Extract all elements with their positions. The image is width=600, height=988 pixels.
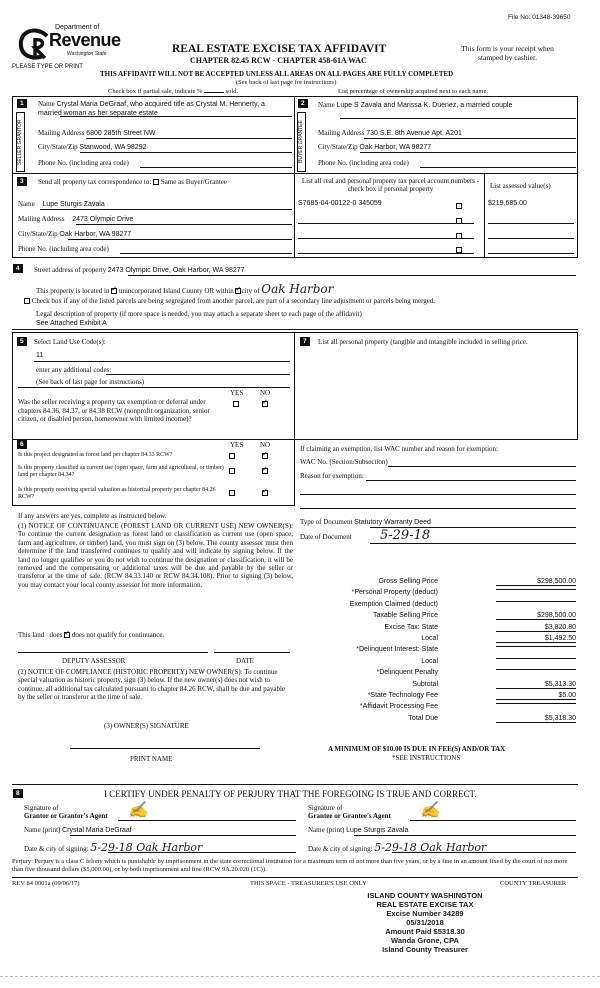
same-as-buyer-checkbox[interactable] — [153, 179, 159, 185]
tax-row — [300, 624, 578, 635]
s6-yes: YES — [230, 441, 244, 449]
print-name-line[interactable] — [70, 748, 260, 749]
assessed-value[interactable]: $219,685.00 — [488, 200, 527, 207]
city-handwritten[interactable]: Oak Harbor — [261, 282, 334, 296]
file-number: File No: 01348-39650 — [508, 14, 571, 21]
s1-name-label: Name — [38, 100, 55, 108]
type-or-print: PLEASE TYPE OR PRINT — [12, 64, 83, 70]
minimum-fee-note: A MINIMUM OF $10.00 IS DUE IN FEE(S) AND/OR TAX — [328, 745, 506, 753]
s2-phone-label: Phone No. (including area code) — [318, 159, 409, 167]
tax-row-label: *Delinquent Penalty — [376, 669, 438, 677]
exemption-question: Was the seller receiving a property tax exemption or deferral under chapters 84.36, 84.37, or 84.38 RCW (nonprofit organization, senior citizen, or disabled person, homeowner with limited income)? — [18, 398, 210, 423]
does-label: does — [49, 631, 63, 639]
logo-state: Washington State — [67, 51, 107, 57]
tax-row — [300, 692, 578, 703]
section-8-number: 8 — [13, 789, 23, 798]
grantor-signature[interactable]: ✍ — [128, 800, 148, 819]
tax-row — [300, 669, 578, 680]
historic-no-checkbox[interactable] — [262, 490, 268, 496]
notice-of-compliance: (2) NOTICE OF COMPLIANCE (HISTORIC PROPERTY) NEW OWNER(S): To continue special valuation as historic property, sign (3) below. If the new owner(s) does not wish to continue, all additional tax calculated pursuant to chapter 84.26 RCW, shall be due and payable by the seller or transferor at the time of sale. — [18, 668, 286, 702]
tax-row — [300, 612, 578, 623]
tax-row-label: *Affidavit Processing Fee — [359, 703, 438, 711]
city-of-label: city of — [241, 287, 260, 295]
forest-no-checkbox[interactable] — [262, 453, 268, 459]
tax-row-value[interactable] — [496, 658, 576, 659]
grantee-date-city-label: Date & city of signing: — [308, 845, 373, 853]
grantor-date-city-label: Date & city of signing: — [24, 845, 89, 853]
correspondence-phone[interactable] — [120, 253, 292, 254]
not-accepted: THIS AFFIDAVIT WILL NOT BE ACCEPTED UNLESS ALL AREAS ON ALL PAGES ARE FULLY COMPLETED — [100, 70, 454, 78]
deputy-date-line[interactable] — [214, 652, 290, 653]
page-bottom-edge — [0, 976, 600, 977]
unincorporated-checkbox[interactable] — [111, 288, 117, 294]
grantee-date-city[interactable]: 5-29-18 Oak Harbor — [374, 841, 487, 854]
s3-city-label: City/State/Zip — [18, 230, 58, 238]
current-use-yes-checkbox[interactable] — [229, 468, 235, 474]
tax-row — [300, 578, 578, 589]
section-4-number: 4 — [13, 264, 23, 273]
deputy-assessor-label: DEPUTY ASSESSOR — [62, 657, 126, 665]
s3-phone-label: Phone No. (including area code) — [18, 245, 109, 253]
land-use-label: Select Land Use Code(s): — [34, 338, 106, 346]
grantee-agent-label: Grantee or Grantee's Agent — [308, 812, 391, 820]
forest-yes-checkbox[interactable] — [229, 453, 235, 459]
s1-mail-label: Mailing Address — [38, 129, 85, 137]
see-back: (See back of last page for instructions) — [236, 79, 337, 86]
s1-phone-label: Phone No. (including area code) — [38, 159, 129, 167]
section-6-number: 6 — [17, 440, 27, 449]
deputy-date-label: DATE — [236, 657, 254, 665]
perjury-statement: Perjury: Perjury is a class C felony which is punishable by imprisonment in the state correctional institution for a maximum term of not more than five years, or by a fine in an amount fixed by the court of not more than five thousand dollars ($5,000.00), or by both imprisonment and fine (RCW 9A.20.020 (1C)). — [12, 858, 568, 873]
tax-row-value[interactable]: $3,820.80 — [496, 624, 576, 632]
section-7-box — [295, 332, 578, 440]
tax-row-label: Local — [421, 635, 438, 642]
tax-row-label: *Personal Property (deduct) — [351, 589, 438, 597]
grantor-date-city[interactable]: 5-29-18 Oak Harbor — [90, 841, 203, 854]
s2-mail-label: Mailing Address — [318, 129, 365, 137]
treasurer-stamp — [360, 891, 490, 954]
tax-row-label: Gross Selling Price — [378, 578, 438, 585]
doc-type-label: Type of Document — [300, 518, 353, 526]
parcels-header: List all real and personal property tax parcel account numbers - check box if personal property — [301, 177, 480, 193]
reason-label: Reason for exemption: — [300, 472, 364, 480]
form-subtitle: CHAPTER 82.45 RCW - CHAPTER 458-61A WAC — [190, 56, 367, 65]
segregated-checkbox[interactable] — [24, 298, 30, 304]
correspondence-mailing[interactable]: 2473 Olympic Drive — [72, 216, 134, 223]
partial-sale-label: Check box if partial sale, indicate % — [108, 88, 203, 95]
within-city-checkbox[interactable] — [235, 288, 241, 294]
s5-see-back: (See back of last page for instructions) — [36, 378, 145, 386]
stamp-line-1: ISLAND COUNTY WASHINGTON — [367, 891, 483, 900]
tax-row-value[interactable] — [496, 703, 576, 704]
deputy-signature-line[interactable] — [18, 652, 208, 653]
legal-label: Legal description of property (if more space is needed, you may attach a separate sheet to each page of the affidavit) — [36, 310, 362, 318]
s5-no: NO — [260, 389, 271, 397]
property-street-address[interactable]: 2473 Olympic Drive, Oak Harbor, WA 98277 — [107, 267, 245, 274]
partial-pct-field[interactable] — [204, 92, 224, 93]
wac-field[interactable] — [388, 466, 576, 467]
revenue-r-logo-icon — [17, 28, 53, 62]
owner-signature-label: (3) OWNER(S) SIGNATURE — [104, 722, 189, 730]
historic-yes-checkbox[interactable] — [229, 490, 235, 496]
wac-label: WAC No. (Section/Subsection) — [300, 458, 388, 466]
grantee-name[interactable]: Lupe S Zavala and Marissa K. Duenez, a married couple — [336, 102, 513, 109]
tax-row-value[interactable] — [496, 646, 576, 647]
doc-date[interactable]: 5-29-18 — [380, 528, 431, 543]
land-use-code[interactable]: 11 — [36, 352, 44, 359]
legal-description[interactable]: See Attached Exhibit A — [36, 320, 107, 327]
stamp-line-3: Excise Number 34289 — [386, 909, 464, 918]
exemption-no-checkbox[interactable] — [262, 401, 268, 407]
claim-exemption-label: If claiming an exemption, list WAC number and reason for exemption: — [300, 445, 498, 453]
tax-row-value[interactable]: $5.00 — [496, 692, 576, 700]
qualify-checkbox[interactable] — [64, 632, 70, 638]
doc-type[interactable]: Statutory Warranty Deed — [354, 519, 431, 526]
logo-dept: Department of — [55, 24, 100, 31]
any-yes-note: If any answers are yes, complete as instructed below. — [18, 512, 167, 520]
tax-row — [300, 703, 578, 714]
parcel-lines — [298, 209, 474, 257]
sig-of-label-1: Signature of — [24, 804, 59, 812]
stamp-line-6: Wanda Grone, CPA — [391, 936, 459, 945]
grantor-agent-label: Grantor or Grantor's Agent — [24, 812, 108, 820]
logo-name: Revenue — [49, 30, 121, 50]
tax-row — [300, 646, 578, 657]
s3-header: Send all property tax correspondence to: — [38, 178, 152, 186]
stamp-line-2: REAL ESTATE EXCISE TAX — [376, 900, 474, 909]
same-as-buyer-label: Same as Buyer/Grantee — [160, 178, 227, 186]
stamp-line-5: Amount Paid $5318.30 — [385, 927, 465, 936]
grantee-city[interactable]: Oak Harbor, WA 98277 — [359, 144, 432, 151]
treasurer-use-only: THIS SPACE - TREASURER'S USE ONLY — [250, 880, 367, 887]
section-5-box — [12, 332, 295, 440]
s2-city-label: City/State/Zip — [318, 143, 358, 151]
tax-row-value[interactable]: $298,500.00 — [496, 612, 576, 620]
tax-row — [300, 589, 578, 600]
tax-row-label: *State Technology Fee — [367, 692, 438, 699]
forest-question: Is this project designated as forest land per chapter 84.33 RCW? — [18, 452, 173, 458]
current-use-question: Is this property classified as current use (open space, farm and agricultural, or timber) land per chapter 84.34? — [18, 465, 224, 478]
additional-codes-field[interactable] — [106, 374, 290, 375]
correspondence-name[interactable]: Lupe Sturgis Zavala — [42, 201, 105, 208]
s6-no: NO — [260, 441, 271, 449]
section-2-number: 2 — [298, 99, 308, 108]
personal-property-checkbox-1 — [456, 202, 462, 210]
s3-mail-label: Mailing Address — [18, 215, 65, 223]
uninc-label: unincorporated Island County OR within — [118, 287, 234, 295]
certify-statement: I CERTIFY UNDER PENALTY OF PERJURY THAT THE FOREGOING IS TRUE AND CORRECT. — [104, 789, 477, 799]
rev-number: REV 84 0001a (09/06/17) — [12, 880, 80, 887]
tax-row — [300, 601, 578, 612]
tax-row-value[interactable]: $298,500.00 — [496, 578, 576, 586]
section-7-number: 7 — [300, 337, 310, 346]
grantee-name-print-label: Name (print) — [308, 826, 345, 834]
sold-label: sold. — [225, 88, 239, 95]
seller-grantor-label: SELLER GRANTOR — [16, 112, 25, 172]
tax-row-value[interactable]: $1,492.50 — [496, 635, 576, 643]
tax-row-value[interactable]: $5,318.30 — [496, 715, 576, 723]
grantor-city[interactable]: Stanwood, WA 98292 — [79, 144, 147, 151]
grantor-print-name[interactable]: Crystal Maria DeGraaf — [62, 827, 132, 834]
tax-row-label: Taxable Selling Price — [373, 612, 438, 620]
tax-row-label: Subtotal — [412, 680, 438, 688]
correspondence-city[interactable]: Oak Harbor, WA 98277 — [59, 231, 132, 238]
tax-row-label: *Delinquent Interest: State — [356, 646, 438, 654]
personal-property-checkbox-2 — [456, 217, 462, 225]
dor-logo — [15, 24, 125, 66]
grantee-mailing-address[interactable]: 730 S.E. 8th Avenue Apt. A201 — [366, 130, 462, 137]
s5-yes: YES — [230, 389, 244, 397]
this-land-label: This land — [18, 631, 45, 639]
notice-of-continuance: (1) NOTICE OF CONTINUANCE (FOREST LAND OR CURRENT USE) NEW OWNER(S): To continue the current designation as forest land or classification as current use (open space, farm and agriculture, or timber) land, you must sign on (3) below. The county assessor must then determine if the land transferred continues to qualify and will indicate by signing below. If the land no longer qualifies or you do not wish to continue the designation or classification, it will be removed and the compensating or additional taxes will be due and payable by the seller or transferor at the time of sale. (RCW 84.33.140 or RCW 84.34.108). Prior to signing (3) below, you may contact your local county assessor for more information. — [18, 522, 293, 589]
s1-city-label: City/State/Zip — [38, 143, 78, 151]
tax-row-label: Excise Tax: State — [384, 623, 438, 631]
tax-row-value[interactable]: $5,313.30 — [496, 681, 576, 689]
tax-row — [300, 715, 578, 726]
section-5-number: 5 — [17, 337, 27, 346]
historic-question: Is this property receiving special valuation as historical property per chapter 84.26 RCW? — [18, 487, 216, 500]
grantor-name[interactable]: Crystal Maria DeGraaf, who acquired title as Crystal M. Hennerty, a married woman as her separate estate — [38, 101, 265, 117]
grantor-phone-field[interactable] — [140, 167, 292, 168]
grantor-mailing-address[interactable]: 6800 285th Street NW — [86, 130, 156, 137]
tax-row — [300, 635, 578, 646]
personal-property-checkbox-4 — [456, 246, 462, 254]
street-label: Street address of property — [34, 266, 107, 274]
receipt-note: This form is your receipt when stamped by cashier. — [461, 44, 554, 62]
see-instructions: *SEE INSTRUCTIONS — [392, 754, 461, 762]
tax-row-label: Exemption Claimed (deduct) — [349, 600, 438, 608]
parcel-number[interactable]: S7685-04-00122-0 345059 — [298, 200, 382, 207]
section-3-number: 3 — [17, 177, 27, 186]
does-not-label: does not qualify for continuance. — [71, 631, 165, 639]
tax-row-value[interactable] — [496, 669, 576, 670]
located-label: This property is located in — [36, 287, 110, 295]
s2-name-label: Name — [318, 101, 335, 109]
tax-row-label: Local — [421, 657, 438, 665]
tax-row-label: Total Due — [408, 714, 438, 722]
county-treasurer-label: COUNTY TREASURER — [500, 880, 567, 887]
list-percentage: List percentage of ownership acquired next to each name. — [338, 88, 488, 95]
segregated-label: Check box if any of the listed parcels are being segregated from another parcel, are part of a secondary line adjustment or parcels being merged. — [31, 297, 436, 305]
stamp-line-4: 05/31/2018 — [406, 918, 444, 927]
grantee-signature[interactable]: ✍ — [420, 800, 440, 819]
buyer-grantee-label: BUYER GRANTEE — [297, 112, 306, 172]
tax-row — [300, 658, 578, 669]
tax-row-value[interactable] — [496, 601, 576, 602]
stamp-line-7: Island County Treasurer — [382, 945, 468, 954]
sig-of-label-2: Signature of — [308, 804, 343, 812]
assessed-header: List assessed value(s) — [490, 182, 551, 190]
section-1-number: 1 — [17, 99, 27, 108]
current-use-no-checkbox[interactable] — [262, 468, 268, 474]
enter-codes-label: enter any additional codes: — [36, 366, 112, 374]
doc-date-label: Date of Document — [300, 533, 352, 541]
print-name-label: PRINT NAME — [130, 755, 173, 763]
form-title: REAL ESTATE EXCISE TAX AFFIDAVIT — [172, 43, 387, 55]
grantee-phone-field[interactable] — [420, 167, 576, 168]
s3-name-label: Name — [18, 200, 35, 208]
tax-row-value[interactable] — [496, 589, 576, 590]
personal-property-label: List all personal property (tangible and intangible included in selling price. — [318, 338, 528, 346]
tax-row — [300, 681, 578, 692]
exemption-yes-checkbox[interactable] — [233, 401, 239, 407]
grantee-print-name[interactable]: Lupe Sturgis Zavala — [346, 827, 409, 834]
personal-property-checkbox-3 — [456, 232, 462, 240]
grantor-name-print-label: Name (print) — [24, 826, 61, 834]
reason-field[interactable] — [366, 480, 576, 481]
